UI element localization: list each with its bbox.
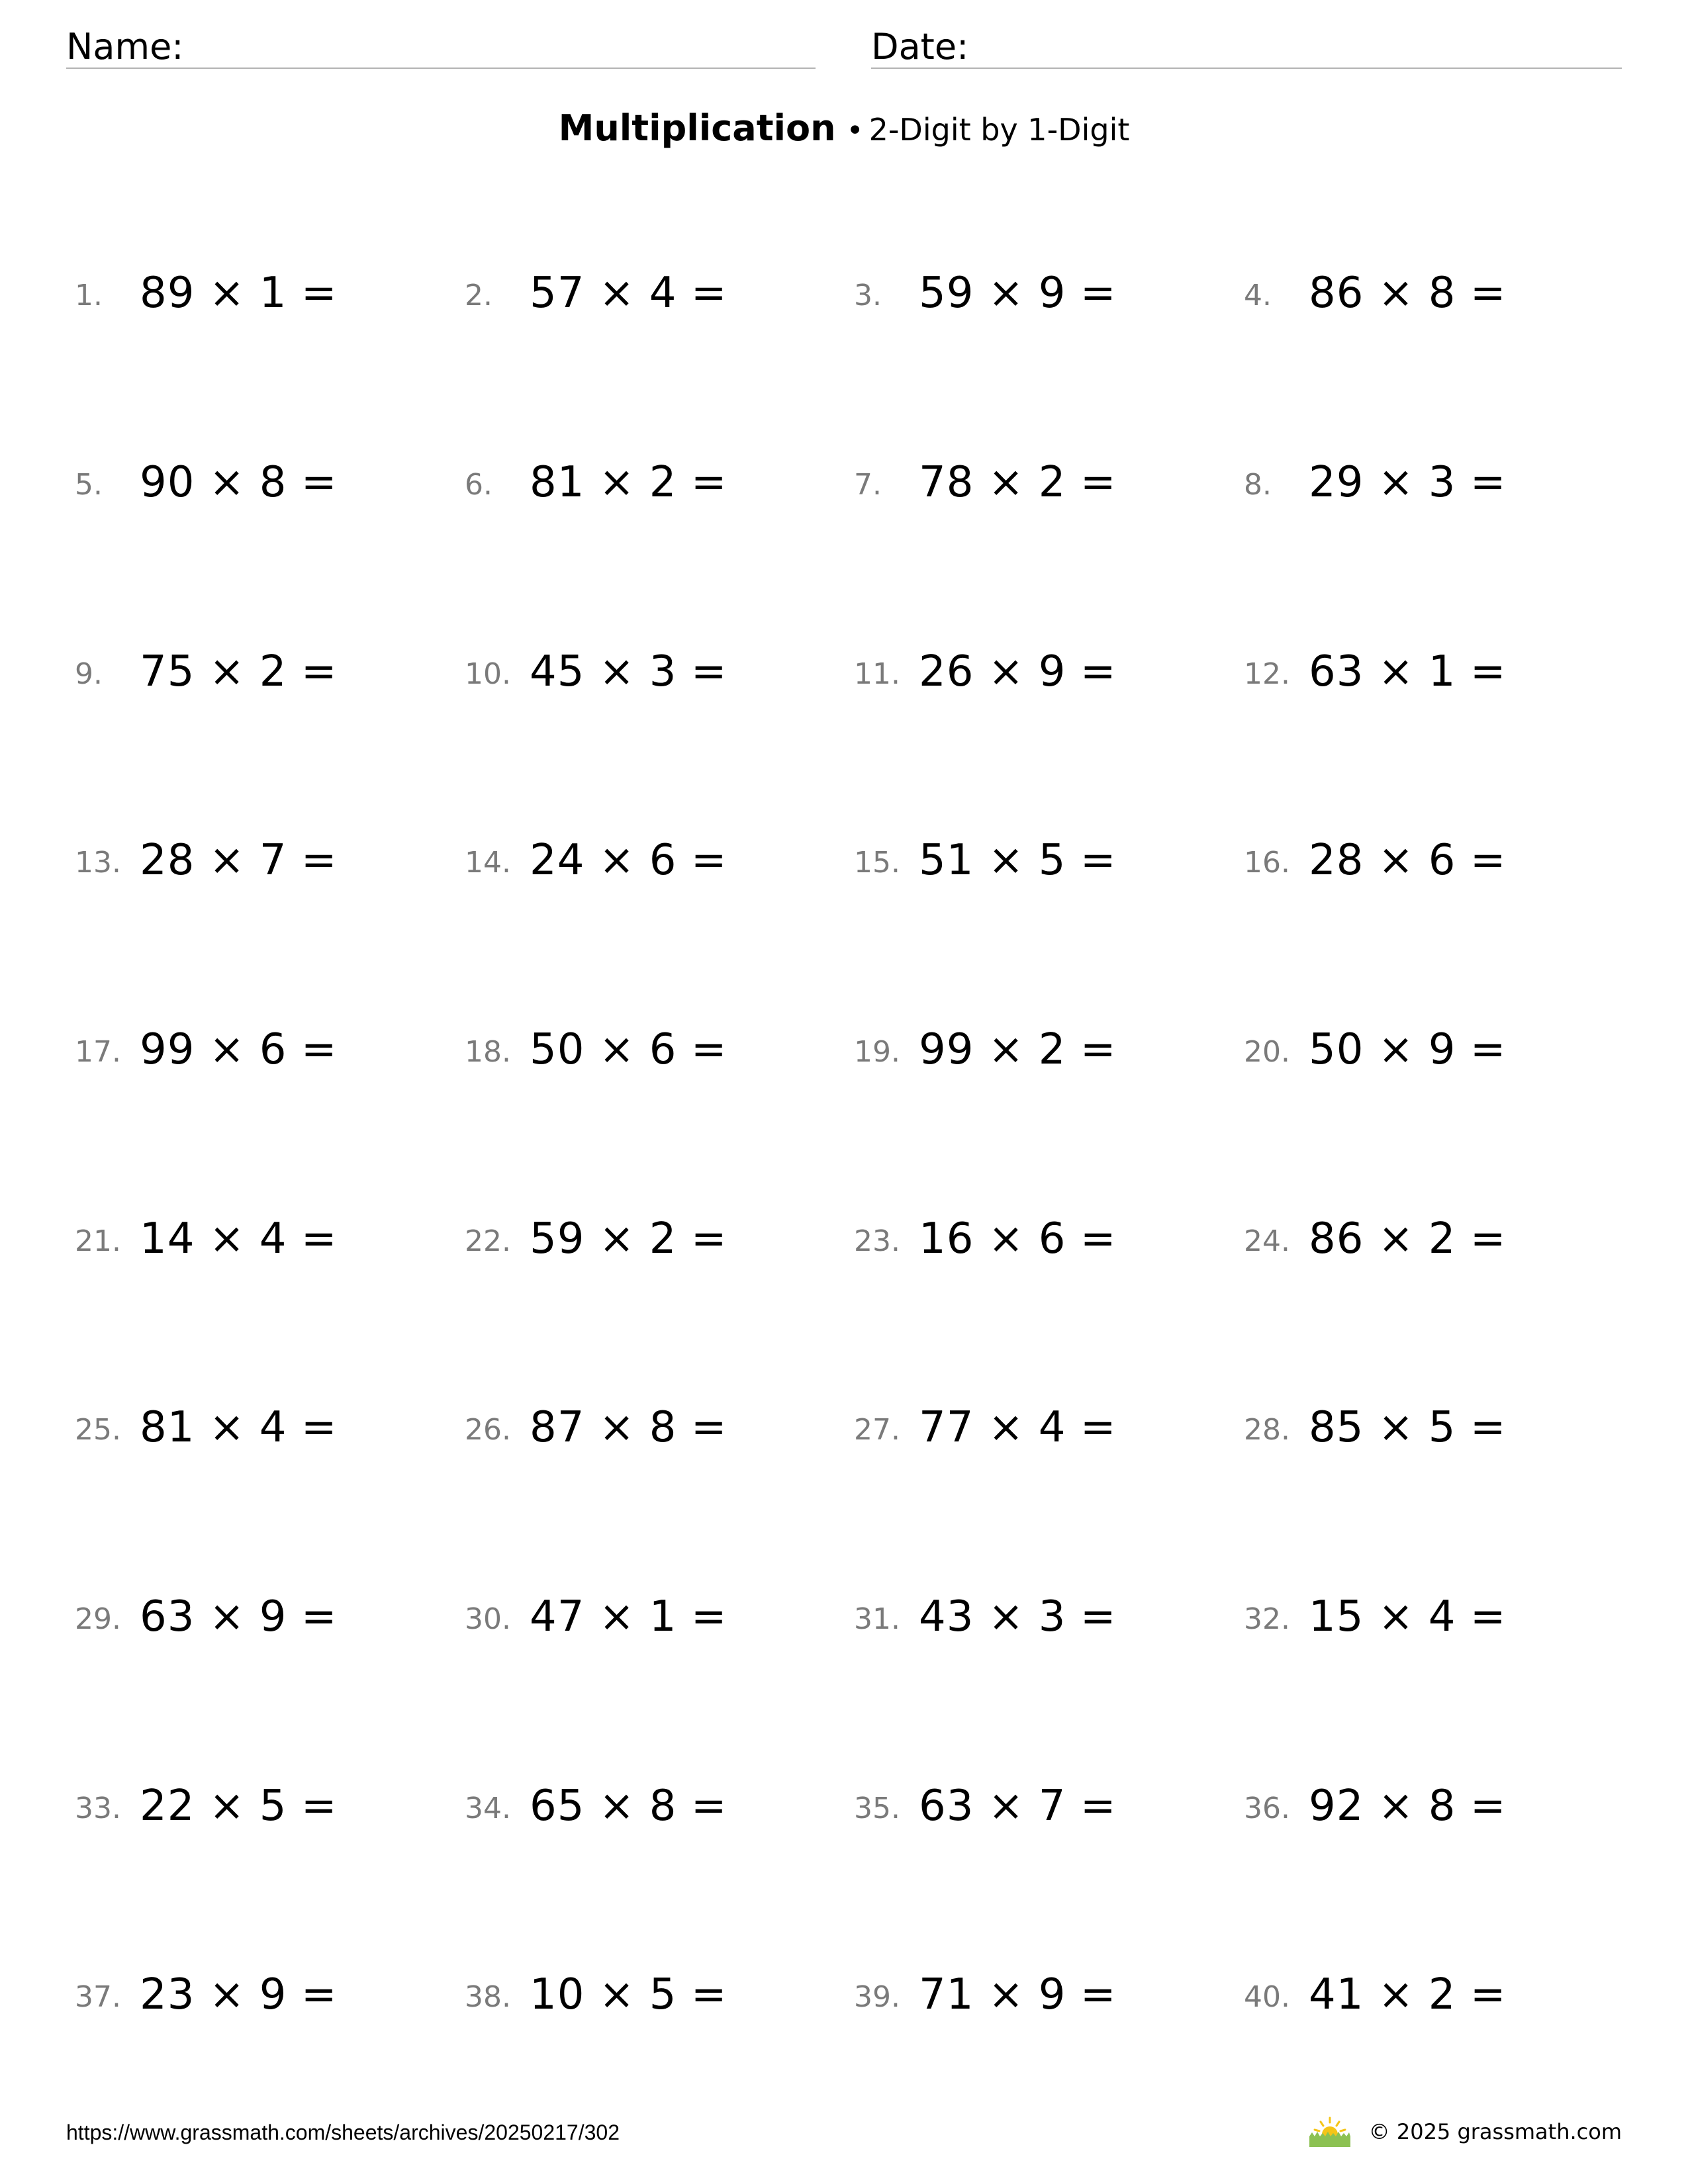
problem-number: 34. — [465, 1792, 511, 1825]
problem-expression: 77 × 4 = — [919, 1403, 1117, 1452]
problem-number: 38. — [465, 1980, 511, 2014]
problem-number: 13. — [75, 846, 121, 880]
problem-number: 7. — [854, 468, 882, 502]
problem-number: 9. — [75, 657, 103, 691]
problem-expression: 59 × 2 = — [530, 1214, 727, 1263]
problem-expression: 29 × 3 = — [1309, 458, 1507, 507]
problem-number: 21. — [75, 1224, 121, 1258]
problem-number: 40. — [1244, 1980, 1290, 2014]
footer-brand — [1308, 2115, 1622, 2148]
problem-expression: 75 × 2 = — [140, 647, 338, 696]
problem-number: 11. — [854, 657, 900, 691]
problem-expression: 28 × 7 = — [140, 836, 338, 885]
problem-number: 20. — [1244, 1035, 1290, 1069]
grass-sun-logo-icon — [1308, 2115, 1352, 2148]
problem-number: 14. — [465, 846, 511, 880]
problem-number: 16. — [1244, 846, 1290, 880]
problem-number: 29. — [75, 1602, 121, 1636]
problem-number: 1. — [75, 279, 103, 312]
problem-number: 6. — [465, 468, 492, 502]
problem-expression: 51 × 5 = — [919, 836, 1117, 885]
problem-expression: 28 × 6 = — [1309, 836, 1507, 885]
date-label: Date: — [871, 26, 969, 68]
problem-expression: 63 × 7 = — [919, 1782, 1117, 1831]
problem-number: 25. — [75, 1413, 121, 1447]
title-subtitle: 2-Digit by 1-Digit — [868, 112, 1130, 148]
problem-number: 5. — [75, 468, 103, 502]
problem-number: 28. — [1244, 1413, 1290, 1447]
footer-copyright: © 2025 grassmath.com — [1368, 2119, 1622, 2144]
problem-expression: 23 × 9 = — [140, 1970, 338, 2019]
problem-expression: 87 × 8 = — [530, 1403, 727, 1452]
problem-number: 32. — [1244, 1602, 1290, 1636]
problem-expression: 16 × 6 = — [919, 1214, 1117, 1263]
problem-number: 26. — [465, 1413, 511, 1447]
problem-expression: 59 × 9 = — [919, 269, 1117, 318]
problem-number: 35. — [854, 1792, 900, 1825]
problem-expression: 90 × 8 = — [140, 458, 338, 507]
problem-number: 23. — [854, 1224, 900, 1258]
problem-number: 36. — [1244, 1792, 1290, 1825]
problem-number: 37. — [75, 1980, 121, 2014]
problem-expression: 22 × 5 = — [140, 1782, 338, 1831]
problem-expression: 57 × 4 = — [530, 269, 727, 318]
problem-number: 4. — [1244, 279, 1272, 312]
problem-number: 27. — [854, 1413, 900, 1447]
name-label: Name: — [66, 26, 184, 68]
problem-number: 30. — [465, 1602, 511, 1636]
title-separator: • — [846, 114, 864, 148]
problem-number: 18. — [465, 1035, 511, 1069]
problem-expression: 63 × 9 = — [140, 1592, 338, 1641]
problem-number: 8. — [1244, 468, 1272, 502]
problem-expression: 78 × 2 = — [919, 458, 1117, 507]
problem-number: 10. — [465, 657, 511, 691]
problem-expression: 86 × 2 = — [1309, 1214, 1507, 1263]
problem-number: 24. — [1244, 1224, 1290, 1258]
problem-expression: 81 × 2 = — [530, 458, 727, 507]
problem-expression: 10 × 5 = — [530, 1970, 727, 2019]
problem-number: 15. — [854, 846, 900, 880]
problem-expression: 71 × 9 = — [919, 1970, 1117, 2019]
title-main: Multiplication — [558, 107, 836, 149]
problem-number: 33. — [75, 1792, 121, 1825]
problem-expression: 89 × 1 = — [140, 269, 338, 318]
problem-number: 19. — [854, 1035, 900, 1069]
problem-expression: 99 × 6 = — [140, 1025, 338, 1074]
problem-number: 39. — [854, 1980, 900, 2014]
problem-expression: 47 × 1 = — [530, 1592, 727, 1641]
problem-number: 3. — [854, 279, 882, 312]
problem-expression: 92 × 8 = — [1309, 1782, 1507, 1831]
problem-number: 17. — [75, 1035, 121, 1069]
problem-number: 12. — [1244, 657, 1290, 691]
problem-expression: 86 × 8 = — [1309, 269, 1507, 318]
footer-url: https://www.grassmath.com/sheets/archives/20250217/302 — [66, 2120, 620, 2144]
problem-expression: 65 × 8 = — [530, 1782, 727, 1831]
problem-number: 2. — [465, 279, 492, 312]
problem-expression: 26 × 9 = — [919, 647, 1117, 696]
problem-expression: 14 × 4 = — [140, 1214, 338, 1263]
problem-expression: 41 × 2 = — [1309, 1970, 1507, 2019]
problem-expression: 50 × 9 = — [1309, 1025, 1507, 1074]
problem-expression: 81 × 4 = — [140, 1403, 338, 1452]
problem-expression: 63 × 1 = — [1309, 647, 1507, 696]
problem-number: 22. — [465, 1224, 511, 1258]
problem-expression: 15 × 4 = — [1309, 1592, 1507, 1641]
problem-expression: 99 × 2 = — [919, 1025, 1117, 1074]
problem-expression: 43 × 3 = — [919, 1592, 1117, 1641]
problem-number: 31. — [854, 1602, 900, 1636]
problem-expression: 50 × 6 = — [530, 1025, 727, 1074]
problem-expression: 24 × 6 = — [530, 836, 727, 885]
problem-expression: 85 × 5 = — [1309, 1403, 1507, 1452]
problem-expression: 45 × 3 = — [530, 647, 727, 696]
